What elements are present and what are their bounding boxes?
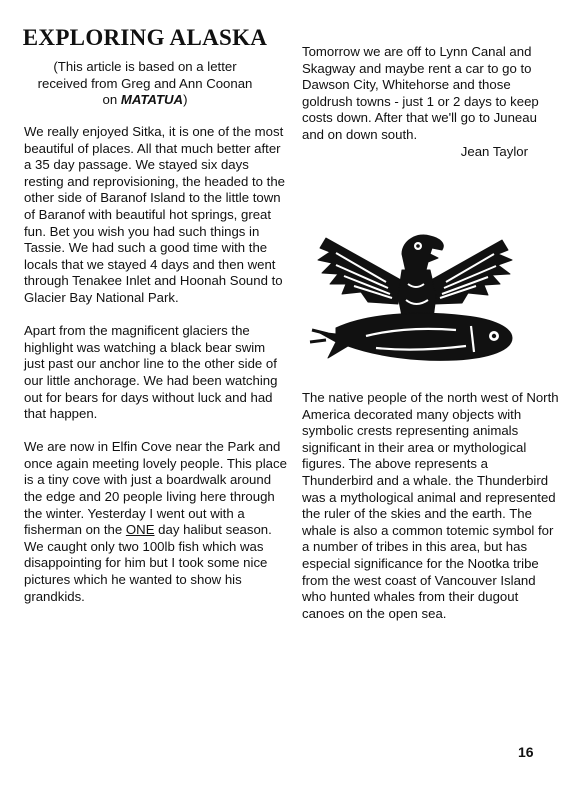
paragraph-elfin-cove [24, 439, 288, 605]
paragraph-elfin-cove-start: We are now in Elfin Cove near the Park and once again meeting lovely people. This place is a tiny cove with just a boardwalk around the edge and 20 people living here through the winter. Yesterday I went out with a fisherman on the [24, 439, 287, 538]
boat-name: MATATUA [120, 92, 184, 107]
article-title: EXPLORING ALASKA [22, 25, 268, 50]
article-intro [14, 59, 276, 109]
intro-close: ) [183, 92, 188, 107]
right-column-bottom [302, 390, 560, 639]
left-column [24, 124, 288, 622]
paragraph-native-people: The native people of the north west of North America decorated many objects with symbolic crests representing animals significant in their area or mythological figures. The above represents a Thunderbird and a whale. the Thunderbird was a mythological animal and represented the ruler of the skies and the earth. The whale is also a common totemic symbol for a number of tribes in this area, but has especial significance for the Nootka tribe from the west coast of Vancouver Island who hunted whales from their dugout canoes on the open sea. [302, 390, 559, 621]
paragraph-elfin-cove-end: day halibut season. We caught only two 100lb fish which was disappointing for him but I took some nice pictures which he wanted to show his grandkids. [24, 522, 272, 604]
page-number: 16 [518, 744, 534, 760]
paragraph-sitka: We really enjoyed Sitka, it is one of the most beautiful of places. All that much better after a 35 day passage. We stayed six days resting and reprovisioning, the headed to the other side of Baranof Island to the little town of Baranof with beautiful hot springs, great fun. Bet you wish you had such things in Tassie. We had such a good time with the locals that we stayed 4 days and then went through Tenakee Inlet and Hoonah Sound to Glacier Bay National Park. [24, 124, 286, 305]
emphasis-one: ONE [125, 522, 155, 538]
author-signature: Jean Taylor [460, 143, 528, 159]
thunderbird-whale-illustration [306, 218, 526, 378]
intro-line-1: (This article is based on a letter [53, 59, 237, 74]
paragraph-glaciers: Apart from the magnificent glaciers the highlight was watching a black bear swim just past our anchor line to the other side of our little anchorage. We had been watching out for bears for days without luck and had that happen. [24, 323, 278, 422]
intro-line-2: received from Greg and Ann Coonan [37, 75, 253, 91]
paragraph-lynn-canal: Tomorrow we are off to Lynn Canal and Skagway and maybe rent a car to go to Dawson City, Whitehorse and those goldrush towns - just 1 or 2 days to keep costs down. After that we'll go to Juneau and on down south. [302, 44, 539, 142]
right-column-top [302, 44, 560, 177]
intro-on: on [102, 92, 121, 107]
